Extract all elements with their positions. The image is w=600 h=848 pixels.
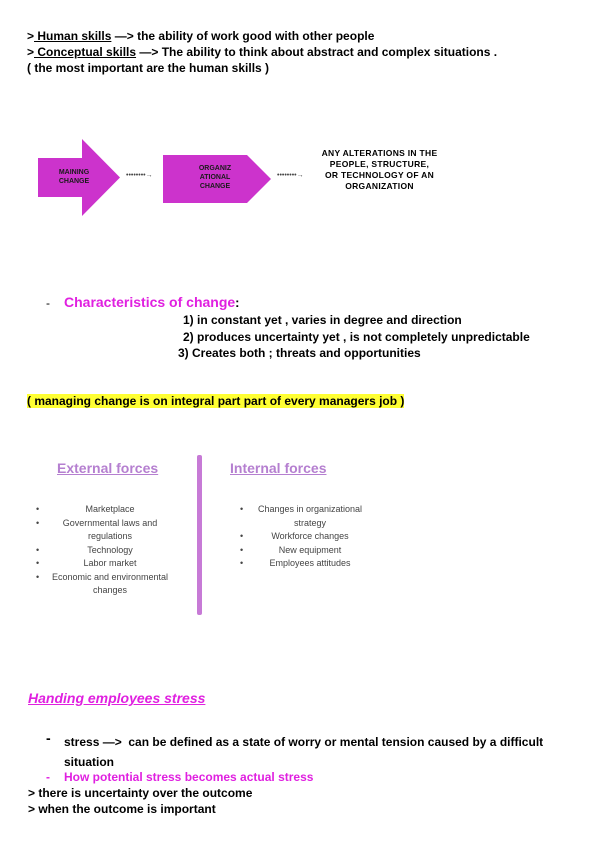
characteristic-item: 2) produces uncertainty yet , is not completely unpredictable [183,330,530,344]
stress-sub-dash: - [46,770,50,784]
organizational-change-label: ORGANIZ ATIONAL CHANGE [198,165,232,190]
list-item: • Economic and environmental changes [36,571,169,595]
external-forces-list [36,503,174,598]
stress-term: stress —> [64,735,122,749]
maining-change-label: MAINING CHANGE [58,169,90,185]
list-item: • Labor market [36,558,137,568]
conceptual-skills-definition: —> The ability to think about abstract and complex situations . [136,45,498,59]
characteristic-item: 3) Creates both ; threats and opportunities [178,346,421,360]
characteristics-title: Characteristics of change [64,294,236,310]
stress-definition-text: can be defined as a state of worry or mental tension caused by a difficult situation [64,735,544,769]
change-definition: ANY ALTERATIONS IN THE PEOPLE, STRUCTURE, OR TECHNOLOGY OF AN ORGANIZATION [321,148,438,191]
highlighted-note: ( managing change is on integral part part of every managers job ) [27,394,405,408]
connector-dots: ••••••••→ [277,172,304,179]
forces-divider [197,455,202,615]
characteristic-item: 1) in constant yet , varies in degree and direction [183,313,462,327]
list-item: • Technology [36,544,133,555]
stress-subheading: How potential stress becomes actual stress [64,770,314,784]
stress-heading: Handing employees stress [28,690,206,706]
characteristics-dash: - [46,296,50,310]
human-skills-term: Human skills [34,29,112,43]
human-skills-definition: —> the ability of work good with other people [111,29,375,43]
connector-dots: ••••••••→ [126,172,153,179]
characteristics-colon: : [235,295,240,310]
conceptual-skills-line [27,45,497,59]
stress-dash: - [46,730,51,746]
stress-definition [64,732,564,772]
list-item: • Workforce changes [240,531,349,541]
conceptual-skills-term: Conceptual skills [34,45,137,59]
internal-forces-title: Internal forces [230,460,327,476]
external-forces-title: External forces [57,460,159,476]
list-item: • Employees attitudes [240,558,351,568]
stress-condition: > there is uncertainty over the outcome [28,786,253,800]
list-item: • New equipment [240,544,342,555]
list-item: • Governmental laws and regulations [36,517,158,541]
stress-condition: > when the outcome is important [28,802,216,816]
gt-marker: > [27,29,35,43]
characteristics-heading [64,294,240,312]
internal-forces-list [240,503,370,571]
human-skills-line [27,29,374,43]
gt-marker: > [27,45,35,59]
skills-note: ( the most important are the human skills ) [27,61,270,75]
list-item: • Marketplace [36,504,135,514]
list-item: • Changes in organizational strategy [240,504,363,528]
